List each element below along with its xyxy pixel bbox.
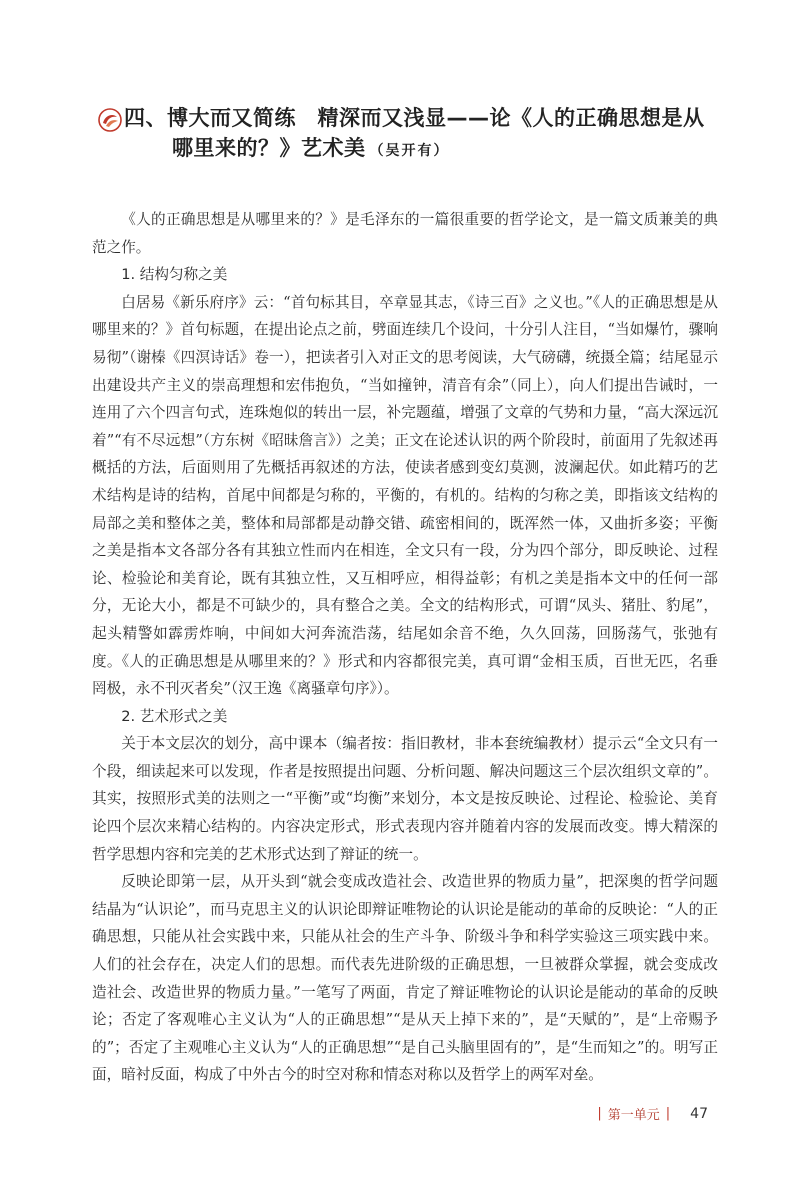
body-paragraph: 关于本文层次的划分，高中课本（编者按：指旧教材，非本套统编教材）提示云“全文只有一个段，细读起来可以发现，作者是按照提出问题、分析问题、解决问题这三个层次组织文章的”。其实，按照形式美的法则之一“平衡”或“均衡”来划分，本文是按反映论、过程论、检验论、美育论四个层次来精心结构的。内容决定形式，形式表现内容并随着内容的发展而改变。博大精深的哲学思想内容和完美的艺术形式达到了辩证的统一。 [92,735,718,863]
article-body [92,206,718,1089]
title-author: （吴开有） [369,143,450,159]
section-swirl-icon [98,108,122,132]
footer-divider-left: | [597,1106,602,1121]
title-line-2 [172,132,450,162]
page-footer [591,1104,708,1123]
footer-divider-right: | [665,1106,671,1121]
section-heading: 1. 结构匀称之美 [121,266,228,284]
body-paragraph: 《人的正确思想是从哪里来的？》是毛泽东的一篇很重要的哲学论文，是一篇文质兼美的典范之作。 [92,211,718,256]
page-number: 47 [690,1105,708,1122]
title-line-1: 四、博大而又简练 精深而又浅显——论《人的正确思想是从 [124,106,705,130]
body-paragraph: 反映论即第一层，从开头到“就会变成改造社会、改造世界的物质力量”，把深奥的哲学问题结晶为“认识论”，而马克思主义的认识论即辩证唯物论的认识论是能动的革命的反映论：“人的正确思想，只能从社会实践中来，只能从社会的生产斗争、阶级斗争和科学实验这三项实践中来。人们的社会存在，决定人们的思想。而代表先进阶级的正确思想，一旦被群众掌握，就会变成改造社会、改造世界的物质力量。”一笔写了两面，肯定了辩证唯物论的认识论是能动的革命的反映论；否定了客观唯心主义认为“人的正确思想”“是从天上掉下来的”，是“天赋的”，是“上帝赐予的”；否定了主观唯心主义认为“人的正确思想”“是自己头脑里固有的”，是“生而知之”的。明写正面，暗衬反面，构成了中外古今的时空对称和情态对称以及哲学上的两军对垒。 [92,873,718,1084]
body-paragraph: 白居易《新乐府序》云：“首句标其目，卒章显其志，《诗三百》之义也。”《人的正确思想是从哪里来的？》首句标题，在提出论点之前，劈面连续几个设问，十分引人注目，“当如爆竹，骤响易彻”（谢榛《四溟诗话》卷一），把读者引入对正文的思考阅读，大气磅礴，统摄全篇；结尾显示出建设共产主义的崇高理想和宏伟抱负，“当如撞钟，清音有余”（同上），向人们提出告诫时，一连用了六个四言句式，连珠炮似的转出一层，补完题蕴，增强了文章的气势和力量，“高大深远沉着”“有不尽远想”（方东树《昭昧詹言》）之美；正文在论述认识的两个阶段时，前面用了先叙述再概括的方法，后面则用了先概括再叙述的方法，使读者感到变幻莫测，波澜起伏。如此精巧的艺术结构是诗的结构，首尾中间都是匀称的，平衡的，有机的。结构的匀称之美，即指该文结构的局部之美和整体之美，整体和局部都是动静交错、疏密相间的，既浑然一体，又曲折多姿；平衡之美是指本文各部分各有其独立性而内在相连，全文只有一段，分为四个部分，即反映论、过程论、检验论和美育论，既有其独立性，又互相呼应，相得益彰；有机之美是指本文中的任何一部分，无论大小，都是不可缺少的，具有整合之美。全文的结构形式，可谓“凤头、猪肚、豹尾”，起头精警如霹雳炸响，中间如大河奔流浩荡，结尾如余音不绝，久久回荡，回肠荡气，张弛有度。《人的正确思想是从哪里来的？》形式和内容都很完美，真可谓“金相玉质，百世无匹，名垂罔极，永不刊灭者矣”（汉王逸《离骚章句序》）。 [92,293,718,698]
section-heading: 2. 艺术形式之美 [121,707,228,725]
title-line-2-text: 哪里来的？》艺术美 [172,136,366,160]
footer-unit-label: 第一单元 [607,1108,660,1123]
